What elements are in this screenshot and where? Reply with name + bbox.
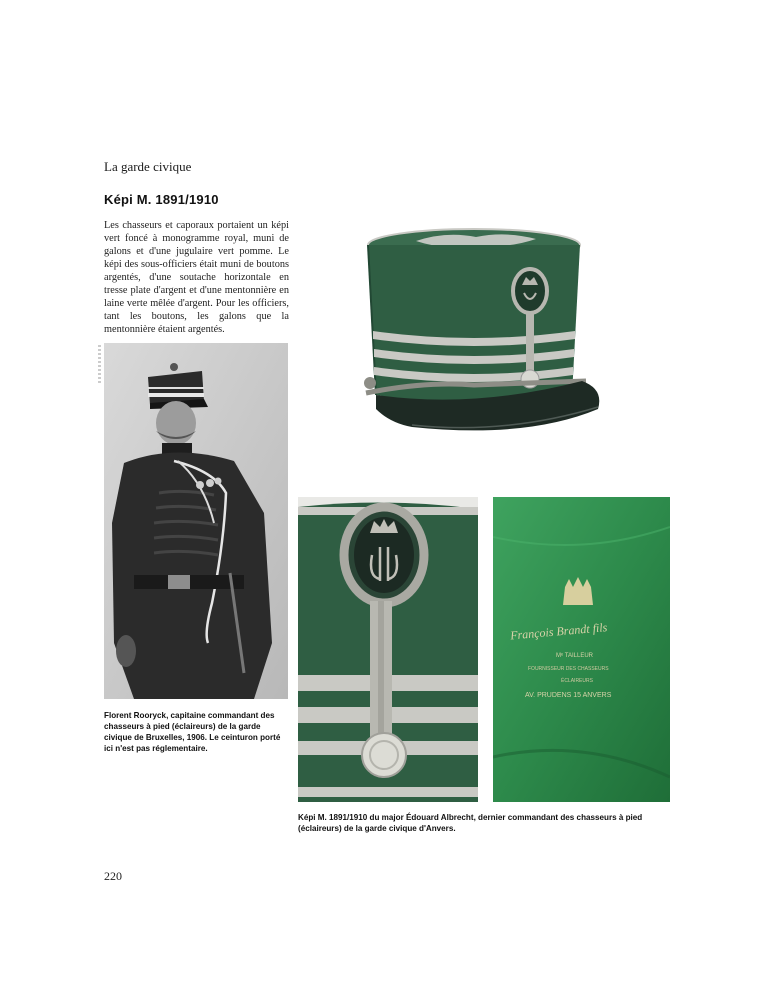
label-line-2: FOURNISSEUR DES CHASSEURS [528, 666, 609, 672]
label-line-3: ÉCLAIREURS [561, 678, 593, 684]
portrait-caption: Florent Rooryck, capitaine commandant des chasseurs à pied (éclaireurs) de la garde civique de Bruxelles, 1906. Le ceinturon porté ici n'est pas réglementaire. [104, 711, 281, 753]
kepi-caption: Képi M. 1891/1910 du major Édouard Albrecht, dernier commandant des chasseurs à pied (éclaireurs) de la garde civique d'Anvers. [298, 813, 643, 833]
section-header: La garde civique [104, 159, 192, 174]
margin-mark [98, 345, 101, 385]
article-heading: Képi M. 1891/1910 [104, 192, 219, 207]
label-line-1: Mᵉ TAILLEUR [556, 653, 594, 659]
maker-name-text: François Brandt fils [509, 620, 608, 643]
kepi-main-photo [336, 213, 626, 469]
kepi-detail-photo [298, 497, 478, 802]
body-paragraph: Les chasseurs et caporaux portaient un képi vert foncé à monogramme royal, muni de galons et d'une jugulaire vert pomme. Le képi des sous-officiers était muni de boutons argentés, d'une soutache horizontale en tresse plate d'argent et d'une mentonnière en laine verte mêlée d'argent. Pour les officiers, tant les boutons, les galons que la mentonnière étaient argentés. [104, 220, 289, 335]
kepi-lining-label-photo [493, 497, 670, 802]
page-number: 220 [104, 869, 122, 883]
label-address: AV. PRUDENS 15 ANVERS [525, 692, 612, 699]
officer-portrait-photo [104, 343, 288, 699]
